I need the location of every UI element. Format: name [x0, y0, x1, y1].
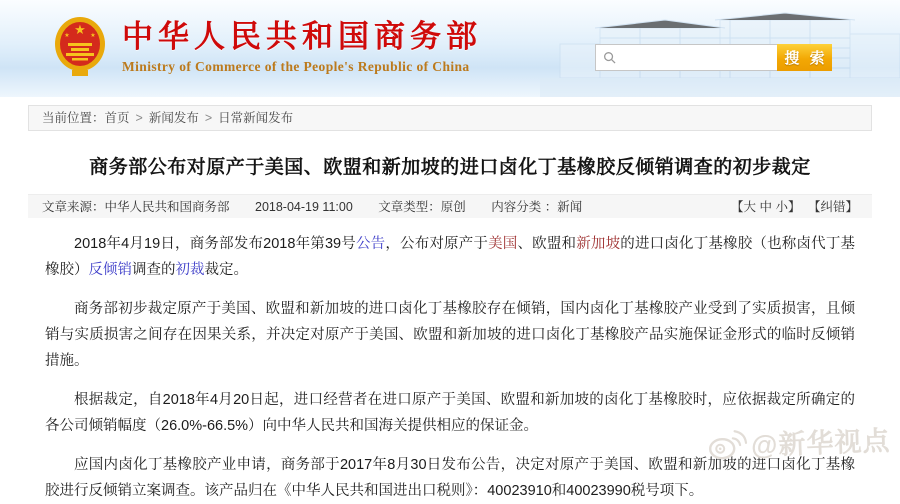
- weibo-watermark: [706, 419, 891, 464]
- p1-text: 的进口卤化丁基橡胶（也称卤代丁基橡胶）: [45, 236, 856, 278]
- singapore-keyword-link[interactable]: 新加坡: [576, 236, 621, 252]
- breadcrumb-separator: >: [204, 111, 213, 125]
- watermark-handle: @新华视点: [750, 425, 891, 461]
- article-title: 商务部公布对原产于美国、欧盟和新加坡的进口卤化丁基橡胶反倾销调查的初步裁定: [89, 157, 811, 178]
- search-icon: [603, 51, 616, 64]
- brand-text: [122, 19, 482, 75]
- p1-text: 、欧盟和: [517, 236, 577, 252]
- article-type: 文章类型：原创: [378, 199, 466, 214]
- weibo-icon: [706, 427, 747, 460]
- usa-keyword-link[interactable]: 美国: [488, 236, 518, 252]
- breadcrumb-label: 当前位置：: [42, 111, 105, 125]
- p1-text: 2018年4月19日，商务部发布2018年第39号: [74, 236, 356, 252]
- paragraph-3: 根据裁定，自2018年4月20日起，进口经营者在进口原产于美国、欧盟和新加坡的卤化丁基橡胶时，应依据裁定所确定的各公司倾销幅度（26.0%-66.5%）向中华人民共和国海关提供相应的保证金。: [45, 392, 855, 434]
- breadcrumb-home-link[interactable]: 首页: [104, 111, 130, 125]
- site-header: [0, 0, 900, 97]
- breadcrumb-separator: >: [135, 111, 143, 125]
- paragraph-4: 应国内卤化丁基橡胶产业申请，商务部于2017年8月30日发布公告，决定对原产于美国、欧盟和新加坡的进口卤化丁基橡胶进行反倾销立案调查。该产品归在《中华人民共和国进出口税则》：40023910和40023990税号项下。: [45, 457, 855, 499]
- article-meta-bar: [28, 194, 872, 218]
- article-meta-left: [42, 196, 582, 218]
- paragraph-1: [45, 231, 855, 283]
- p1-text: 裁定。: [204, 262, 248, 278]
- article-category: 内容分类 ：新闻: [491, 199, 583, 214]
- search-input[interactable]: [621, 46, 797, 69]
- font-size-tool[interactable]: 【大 中 小】: [731, 199, 801, 214]
- article-meta-tools: [727, 196, 858, 218]
- p1-text: ，公布对原产于: [385, 236, 489, 252]
- article-source: 文章来源：中华人民共和国商务部: [42, 199, 230, 214]
- svg-text:★: ★: [64, 33, 70, 39]
- correction-tool[interactable]: 【纠错】: [807, 199, 858, 214]
- site-logo[interactable]: [52, 16, 482, 78]
- search-box: [595, 44, 777, 71]
- site-subtitle: Ministry of Commerce of the People's Republic of China: [122, 59, 470, 74]
- breadcrumb-news-link[interactable]: 新闻发布: [148, 111, 199, 125]
- antidumping-link[interactable]: 反倾销: [88, 262, 132, 278]
- national-emblem-icon: [52, 16, 108, 78]
- site-title: 中华人民共和国商务部: [122, 19, 482, 54]
- svg-text:★: ★: [74, 22, 86, 37]
- svg-text:★: ★: [90, 33, 96, 39]
- paragraph-2: 商务部初步裁定原产于美国、欧盟和新加坡的进口卤化丁基橡胶存在倾销，国内卤化丁基橡胶产业受到了实质损害，且倾销与实质损害之间存在因果关系，并决定对原产于美国、欧盟和新加坡的进口卤化丁基橡胶产品实施保证金形式的临时反倾销措施。: [45, 301, 855, 369]
- announcement-link[interactable]: 公告: [355, 236, 386, 252]
- article-datetime: 2018-04-19 11:00: [255, 199, 353, 214]
- preliminary-ruling-link[interactable]: 初裁: [175, 262, 205, 278]
- p1-text: 调查的: [132, 262, 176, 278]
- search-area: [595, 44, 832, 71]
- breadcrumb-daily-news-link[interactable]: 日常新闻发布: [218, 111, 294, 125]
- search-button[interactable]: 搜 索: [777, 44, 832, 71]
- breadcrumb: [28, 105, 872, 131]
